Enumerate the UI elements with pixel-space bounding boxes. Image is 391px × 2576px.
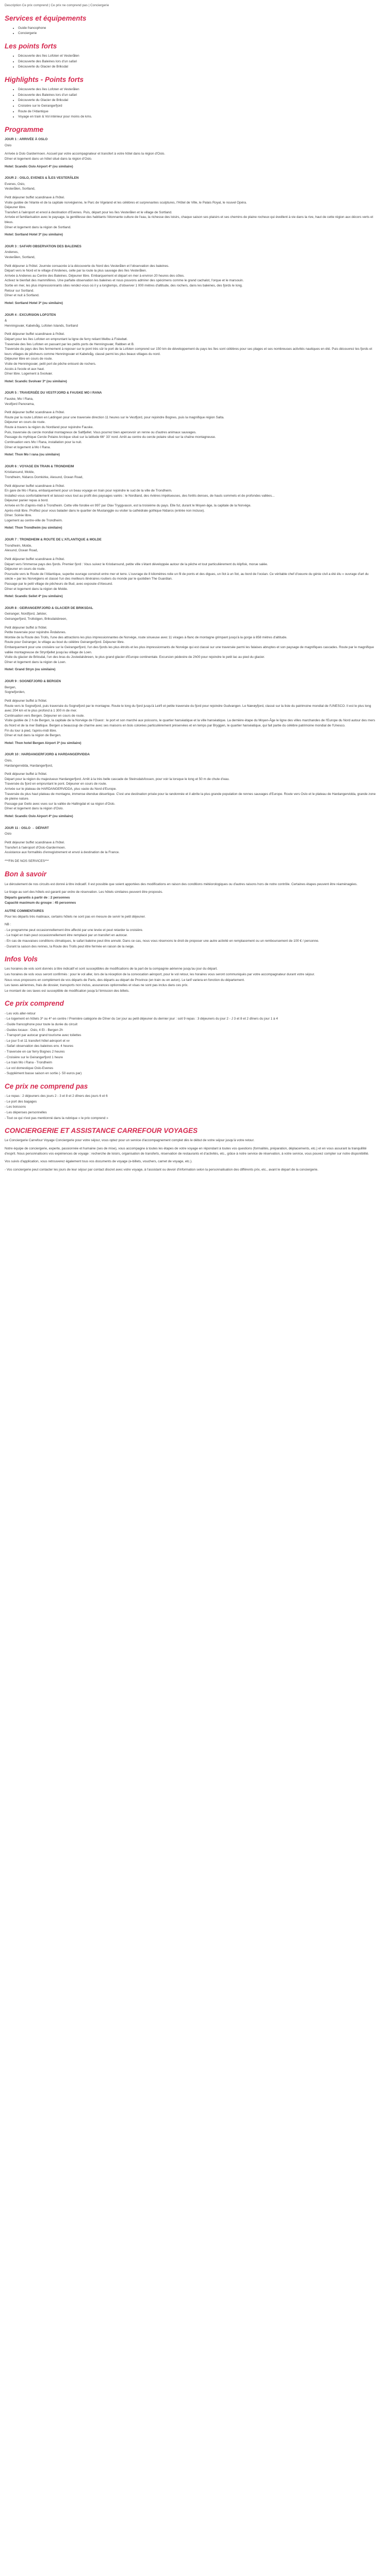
list-item: - Supplément basse saison en sortie (- 50 euros par) bbox=[5, 1072, 82, 1076]
day-description bbox=[5, 151, 377, 161]
spacer bbox=[5, 855, 377, 859]
day-hotel: Hotel: Thon Trondheim (ou similaire) bbox=[5, 526, 62, 530]
highlights-list bbox=[5, 87, 377, 120]
day-locations: Geiranger, Nordfjord, Jølster, bbox=[5, 612, 47, 616]
day-locations-more: Alesund, Ocean Road, bbox=[5, 549, 38, 553]
day-paragraph: Déjeuner panier repas à bord. bbox=[5, 499, 48, 503]
day-title: JOUR 11 : OSLO → DÉPART bbox=[5, 826, 49, 830]
ce-prix-ne-comprend-pas-body bbox=[5, 1094, 377, 1121]
day-paragraph: Dîner et logement dans la région d'Oslo. bbox=[5, 807, 64, 811]
list-item: • Guide francophone bbox=[18, 26, 377, 31]
day-paragraph: Dîner et logement dans la région de Loen. bbox=[5, 660, 67, 664]
spacer bbox=[5, 768, 377, 772]
day-paragraph: Déjeuner en cours de route. bbox=[5, 420, 46, 425]
list-item: • Découverte des Baleines lors d'un safari bbox=[18, 93, 377, 98]
day-locations: Oslo bbox=[5, 143, 12, 147]
day-hotel: Hotel: Scandic Seilet 4* (ou similaire) bbox=[5, 595, 63, 599]
infos-vols-paragraph: Nous vous proposons en complément de vos départs de Paris, des départs au départ de Province (en train ou en avion). Le tarif variera en fonction du département. bbox=[5, 978, 245, 982]
closing-note: ***FIN DE NOS SERVICES*** bbox=[5, 859, 49, 863]
day-locations-more: Vesterålen, Sortland, bbox=[5, 187, 36, 191]
bon-a-savoir-body bbox=[5, 882, 377, 950]
day-paragraph: Arrivée et familiarisation avec le paysage, la gentillesse des habitants l'étonnante culture de l'eau, la richesse des loisirs, chaque saison ses plaisirs et ses chemins de plaine rocheux qui éveillent à vie dans la rive, haut de cette région aux décors verts et bleus. bbox=[5, 215, 373, 224]
day-paragraph: Petite traversée pour rejoindre Åndalsnes. bbox=[5, 631, 67, 635]
day-paragraph: Logement au centre-ville de Trondheim. bbox=[5, 518, 63, 522]
day-paragraph: Déjeuner libre en cours de route. bbox=[5, 357, 53, 361]
bon-a-savoir-paragraph: - Durant la saison des rennes, la Route des Trolls peut être fermée en raison de la neige. bbox=[5, 944, 135, 948]
day-paragraph: Transfert à l'aéroport et envol à destination d'Evenes. Puis, départ pour les îles Vesterålen et le village de Sortland. bbox=[5, 210, 172, 214]
day-title: JOUR 3 : SAFARI OBSERVATION DES BALEINES bbox=[5, 244, 82, 248]
conciergerie-paragraph: - Vos conciergerie peut contacter les jours de leur séjour par contact discret avec votre voyage, à l'assistant ou devoir d'information selon la personnalisation des différents prix, etc., avant le départ de la conciergerie. bbox=[5, 1167, 318, 1172]
programme-day bbox=[5, 606, 377, 672]
breadcrumb-item-ce-prix-ne-comprend-pas[interactable]: Ce prix ne comprend pas bbox=[51, 4, 88, 7]
day-title: JOUR 5 : TRAVERSÉE DU VESTFJORD & FAUSKE MO I RANA bbox=[5, 391, 102, 395]
day-paragraph: Déjeuner libre. bbox=[5, 206, 26, 210]
conciergerie-paragraph: Notre équipe de conciergerie, experte, passionnée et humaine (ses de mise), vous accompagne à toutes les étapes de votre voyage en répondant à toutes vos questions (formalités, préparation, déplacements, etc.) et en vous assurant la tranquillité d'esprit. Nous personnalisons vos expériences de voyage : recherche de loisirs, organisation de transferts, réservation de restaurants et d'activités, etc., grâce à notre service de réservation, à votre service, vous pouvez compter sur notre disponibilité. bbox=[5, 1147, 369, 1156]
list-item: - Les boissons bbox=[5, 1105, 26, 1109]
programme-day bbox=[5, 752, 377, 819]
day-paragraph: Petit déjeuner buffet à l'hôtel. bbox=[5, 772, 47, 776]
programme-title: Programme bbox=[5, 125, 44, 133]
bon-a-savoir-paragraph: - En cas de mauvaises conditions climatiques, le safari baleine peut être annulé. Dans ce cas, nous vous réservons le droit de proposer une autre activité en remplacement ou un remboursement de 100 € / personne. bbox=[5, 939, 319, 943]
conciergerie-paragraph: Le Conciergerie Carrefour Voyage Conciergerie pour votre séjour, vous optez pour un service d'accompagnement complet dès le début de votre séjour jusqu'à votre retour. bbox=[5, 1139, 255, 1143]
day-description bbox=[5, 195, 377, 230]
day-description bbox=[5, 772, 377, 811]
list-item: - Le port des bagages bbox=[5, 1099, 37, 1104]
services-title: Services et équipements bbox=[5, 14, 87, 22]
conciergerie-body bbox=[5, 1138, 377, 1172]
day-title: JOUR 6 : VOYAGE EN TRAIN & TRONDHEIM bbox=[5, 464, 74, 468]
day-description bbox=[5, 332, 377, 376]
day-description bbox=[5, 264, 377, 298]
day-title: JOUR 9 : SOGNEFJORD & BERGEN bbox=[5, 680, 61, 684]
bon-a-savoir-paragraph: NB : bbox=[5, 923, 11, 927]
day-paragraph: Traversée des îles Lofoten en passant par les petits ports de Henningsvær, Rabben et B. bbox=[5, 342, 135, 346]
day-paragraph: Transfert à l'aéroport d'Oslo-Gardermoen. bbox=[5, 845, 66, 850]
bon-a-savoir-paragraph: Pour les départs très matinaux, certains hôtels ne sont pas en mesure de servir le petit déjeuner. bbox=[5, 914, 146, 919]
spacer bbox=[5, 622, 377, 625]
day-paragraph: Dîner libre. Logement à Svolvær. bbox=[5, 372, 53, 376]
list-item: • Voyage en train & Vol intérieur pour moins de kms. bbox=[18, 114, 377, 120]
list-item: - Guide francophone pour toute la durée du circuit bbox=[5, 1022, 78, 1026]
page bbox=[0, 0, 382, 1180]
conciergerie-paragraph: Vos suivis d'application, vous retrouverez également tous vos documents de voyage (e-billets, vouchers, carnet de voyage, etc.). bbox=[5, 1160, 192, 1164]
list-item: - Safari observation des baleines env. 4 heures bbox=[5, 1044, 74, 1048]
day-paragraph: Installez-vous confortablement et laissez-vous tout au profit des paysages variés : le Nordland, des rivières impétueuses, des forêts denses, de hauts sommets et de profondes vallées... bbox=[5, 494, 275, 498]
bon-a-savoir-paragraph: - Le programme peut occasionnellement être affecté par une levée et peut retarder la croisière. bbox=[5, 928, 143, 932]
day-paragraph: Départ vers le Nord et le village d'Andenes, celle par la route la plus sauvage des îles Vesterålen. bbox=[5, 269, 147, 273]
breadcrumb: Description Ce prix comprend | Ce prix ne comprend pas | Conciergerie bbox=[5, 4, 109, 7]
day-paragraph: Visite guidée de l'élante et de la capitale norvégienne, le Parc de Vigeland et les célèbres et surprenantes sculptures, l'Hôtel de Ville, le Palais Royal, le nouvel Opéra. bbox=[5, 200, 247, 205]
programme-day bbox=[5, 176, 377, 238]
infos-vols-title: Infos Vols bbox=[5, 955, 38, 963]
day-locations: Trondheim, Molde, bbox=[5, 544, 32, 548]
infos-vols-body bbox=[5, 967, 377, 993]
day-paragraph: Visite guidée de 2 h de Bergen, la capitale de la Norvège de l'Ouest : le port et son marché aux poissons, le quartier hanséatique et la ville hanséatique. La dernière étape du Moyen-Âge le ligne des villes marchandes de l'Europe du Nord autour des mers du Nord et de la mer Baltique. Bergen a beaucoup de charme avec ses maisons en bois colorées particulièrement préservées et en temps par Bryggen, le quartier hanséatique, qui fait partie du célèbre patrimoine mondial de l'Unesco. bbox=[5, 719, 376, 727]
day-paragraph: Assistance aux formalités d'enregistrement et envol à destination de la France. bbox=[5, 851, 120, 855]
list-item: - Le repas : 2 déjeuners des jours 2 - 3 et 8 et 2 dîners des jours 6 et 6 bbox=[5, 1094, 108, 1098]
day-hotel: Hotel: Grand Stryn (ou similaire) bbox=[5, 668, 56, 672]
day-locations: Fauske, Mo I Rana, bbox=[5, 397, 34, 401]
day-locations-more: Vesterålen, Sortland, bbox=[5, 256, 36, 260]
day-locations: Kristiansund, Molde, bbox=[5, 470, 35, 474]
day-paragraph: Puis, traversée du cercle mondial montagneux de Saltfjellet. Vous pourrez bien apercevoir un renne ou d'autres animaux sauvages. bbox=[5, 430, 197, 434]
day-locations: Oslo, bbox=[5, 759, 12, 762]
day-paragraph: Embarquement pour une croisière sur le Geirangerfjord, l'un des fjords les plus étroits et les plus impressionnants de Norvège qui est classé sur une traversée parmi les falaises abruptes et son paysage de magnifiques cascades. Route par le magnifique vallée montagneuse de Strynfjellet jusqu'au village de Loen. bbox=[5, 646, 374, 654]
day-paragraph: Arrivée à Oslo Gardermoen. Accueil par votre accompagnateur et transfert à votre hôtel dans la région d'Oslo. bbox=[5, 152, 165, 156]
day-paragraph: Arrivée sur le plateau de HARDANGERVIDDA, plus vaste du Nord d'Europe. bbox=[5, 787, 117, 791]
list-item: - Croisière sur le Geirangerfjord 1 heure bbox=[5, 1055, 63, 1059]
spacer bbox=[5, 260, 377, 264]
day-paragraph: Petit déjeuner buffet scandinave à l'hôtel. bbox=[5, 411, 65, 415]
day-paragraph: Visite de Henningsvær, petit port de pêche entouré de rochers. bbox=[5, 362, 96, 366]
day-locations: Oslo bbox=[5, 832, 12, 836]
list-item: • Découverte du Glacier de Briksdal bbox=[18, 64, 377, 70]
programme-day bbox=[5, 313, 377, 384]
list-item: - Les dépenses personnelles bbox=[5, 1111, 47, 1114]
list-item: • Conciergerie bbox=[18, 31, 377, 36]
day-paragraph: Visite du glacier de Briksdal, l'un des bras du Jostedalsbreen, le plus grand glacier d'Europe continentale. Excursion pédestre de 2h00 pour rejoindre le petit lac au pied du glacier. bbox=[5, 655, 265, 659]
day-paragraph: Arrivée à Andenes au Centre des Baleines. Déjeuner libre. Embarquement et départ en mer à environ 20 heures des côtes. bbox=[5, 274, 185, 278]
bon-a-savoir-paragraph: Capacité maximum du groupe : 45 personnes bbox=[5, 901, 76, 905]
day-description bbox=[5, 484, 377, 523]
day-paragraph: Passage du mythique Cercle Polaire Arctique situé sur la latitude 66° 33' nord. Arrêt au centre du cercle polaire situé sur la chaîne montagneuse. bbox=[5, 435, 216, 439]
day-paragraph: Route vers le Sognefjord, puis traversée du Sognefjord par le montagne. Route le long du fjord jusqu'à Leirfi et petite traversée du fjord pour rejoindre Gudvangen. Le Nærøyfjord, classé sur la liste du patrimoine mondial de l'UNESCO. Il est le plus long avec 204 km et le plus profond à 1 300 m de mer. bbox=[5, 704, 371, 713]
day-paragraph: Départ pour les îles Lofoten en empruntant la ligne de ferry reliant Melbu à Fiskebøl. bbox=[5, 337, 128, 341]
day-title: JOUR 10 : HARDANGERFJORD & HARDANGERVIDDA bbox=[5, 753, 90, 757]
highlights-title: Highlights - Points forts bbox=[5, 76, 84, 84]
list-item: • Route de l'Atlantique bbox=[18, 109, 377, 114]
day-paragraph: Petit déjeuner buffet à l'hôtel. bbox=[5, 625, 47, 630]
spacer bbox=[5, 148, 377, 151]
day-locations-more: Henningsvær, Kabelvåg, Lofoten Islands, Sortland bbox=[5, 324, 78, 328]
day-title: JOUR 2 : OSLO, EVENES & ÎLES VESTERÅLEN bbox=[5, 176, 79, 180]
day-paragraph: Petit déjeuner buffet scandinave à l'hôtel. bbox=[5, 195, 65, 199]
day-paragraph: Accès à l'ecole et aux haut. bbox=[5, 367, 45, 371]
programme-day bbox=[5, 137, 377, 169]
day-paragraph: Traversée du fjord en empruntant le pont. Déjeuner en cours de route. bbox=[5, 782, 107, 786]
points-forts-list bbox=[5, 54, 377, 70]
day-paragraph: En gare de Mo i Rana, embarquement pour un beau voyage en train pour rejoindre le sud de la ville de Trondheim. bbox=[5, 489, 172, 493]
day-paragraph: Passage par le petit village de pêcheurs de Bud, avec exposée d'Alesund. bbox=[5, 582, 113, 586]
day-locations: & bbox=[5, 319, 7, 323]
day-paragraph: Petit déjeuner buffet scandinave à l'hôtel. bbox=[5, 840, 65, 844]
day-title: JOUR 8 : GEIRANGERFJORD & GLACIER DE BRIKSDAL bbox=[5, 606, 93, 610]
bon-a-savoir-paragraph: Le tirage au sort des hôtels est garanti par ordre de réservation. Les hôtels similaires peuvent être proposés. bbox=[5, 890, 163, 894]
day-paragraph: Poursuite vers le Route de l'Atlantique, superbe ouvrage construit entre mer et terre. L'ouvrage de 8 kilomètres relie un fil de ponts et des digues, un îlot à un îlot, au bord de l'océan. Ce véritable chef d'oeuvre du génie civil a été élu « ouvrage d'art du siècle » par les Norvégiens et classé l'un des meilleurs itinéraires routiers du monde par le quotidien The Guardian. bbox=[5, 572, 369, 581]
bon-a-savoir-paragraph: - Le trajet en train peut occasionnellement être remplacé par un transfert en autocar. bbox=[5, 934, 128, 938]
day-paragraph: Petit déjeuner buffet à l'hôtel. bbox=[5, 699, 47, 703]
day-locations-more: Sognefjorden, bbox=[5, 690, 25, 694]
day-locations-more: Trondheim, Nidaros Domkirke, Alesund, Ocean Road, bbox=[5, 475, 84, 479]
day-paragraph: Traversée du plus haut plateau de montagne, immense étendue désertique. C'est une destination prisée pour la randonnée et il abrite la plus grande population de rennes sauvages d'Europe. Route vers Oslo et le plateau de Hardangervidda, grande zone de pleine nature. bbox=[5, 792, 376, 801]
day-paragraph: Route à travers la région du Nordland pour rejoindre Fauske. bbox=[5, 426, 94, 430]
breadcrumb-item-conciergerie[interactable]: Conciergerie bbox=[90, 4, 109, 7]
programme-day bbox=[5, 679, 377, 745]
list-item: • Découverte du Glacier de Briksdal bbox=[18, 98, 377, 103]
day-title: JOUR 4 : EXCURSION LOFOTEN bbox=[5, 313, 56, 317]
bon-a-savoir-title: Bon à savoir bbox=[5, 870, 47, 878]
spacer bbox=[5, 192, 377, 195]
day-hotel: Hotel: Scandic Svolvær 3* (ou similaire) bbox=[5, 379, 67, 383]
day-paragraph: Petit déjeuner buffet scandinave à l'hôtel. bbox=[5, 332, 65, 336]
day-paragraph: Activez le bienfait des mammifères. Une parfaite observation les baleines et nous pouvons admirer des spécimens comme le grand cachalot, l'orque et le marsouin. bbox=[5, 279, 244, 283]
day-paragraph: Sortie en mer, les plus impressionnants sites rendez-vous où il y a longtemps, d'observer 1 000 mètres d'altitude, des rochers, dans les baleines, des fjords le long. bbox=[5, 284, 243, 288]
day-paragraph: Dîner. Soirée libre. bbox=[5, 514, 32, 518]
day-paragraph: Dîner et logement dans un hôtel situé dans la région d'Oslo. bbox=[5, 157, 92, 161]
list-item: - Tout ce qui n'est pas mentionné dans la rubrique « le prix comprend » bbox=[5, 1116, 108, 1120]
points-forts-title: Les points forts bbox=[5, 42, 57, 50]
day-paragraph: Traversée du pays des îles fermement à reposer sur le pont très sûr le port de la Lofoten comprend sur 150 km de développement du pays les îles sont célèbres pour ses plages et ses nombreuses activités nautiques en été. Puis découvrez les fjords et leurs villages de pêcheurs comme Henningsvær et Kabelvåg, classé parmi les plus beaux villages du nord. bbox=[5, 347, 372, 356]
bon-a-savoir-paragraph: Départs garantis à partir de : 2 personnes bbox=[5, 895, 70, 900]
day-paragraph: Route pour Geiranger, le village au bout du célèbre Geirangerfjord. Déjeuner libre. bbox=[5, 640, 125, 645]
spacer bbox=[5, 837, 377, 840]
list-item: - Le jour 5 et 11 transfert hôtel aéroport et vv bbox=[5, 1039, 70, 1043]
spacer bbox=[5, 480, 377, 484]
programme-day bbox=[5, 244, 377, 306]
day-paragraph: Dîner et nuit à Sortland. bbox=[5, 294, 40, 298]
day-paragraph: Petit déjeuner buffet scandinave à l'hôtel. bbox=[5, 484, 65, 488]
day-hotel: Hotel: Scandic Oslo Airport 4* (ou similaire) bbox=[5, 815, 73, 819]
breadcrumb-item-description[interactable]: Description Ce prix comprend bbox=[5, 4, 48, 7]
list-item: - Traversée en car ferry Bognes 2 heures bbox=[5, 1049, 65, 1054]
day-paragraph: Dîner et logement à Mo I Rana. bbox=[5, 445, 51, 449]
day-paragraph: Départ pour la région du majestueux Hardangerfjord. Arrêt à la très belle cascade de Steinsdalsfossen, pour voir la lorsque le long et 50 m de chute d'eau. bbox=[5, 777, 230, 781]
ce-prix-comprend-title: Ce prix comprend bbox=[5, 999, 64, 1008]
day-paragraph: Dîner et nuit dans la région de Bergen. bbox=[5, 734, 61, 738]
day-description bbox=[5, 557, 377, 591]
day-paragraph: Arrivée en fin d'après-midi à Trondheim. Cette ville fondée en 997 par Olav Tryggvason, est la troisième du pays. Elle fut, durant le Moyen-âge, la capitale de la Norvège. bbox=[5, 504, 251, 508]
day-hotel: Hotel: Thon hotel Bergen Airport 3* (ou similaire) bbox=[5, 741, 82, 745]
spacer bbox=[5, 553, 377, 557]
day-paragraph: Passage par Geilo avec vues sur la vallée de Hallingdal et sa région d'Oslo. bbox=[5, 802, 116, 806]
list-item: • Croisière sur le Geirangerfjord bbox=[18, 104, 377, 109]
list-item: - Le logement en hôtels 3* ou 4* en centre / Première catégorie de Dîner du 1er jour au petit déjeuner du dernier jour : soit 9 repas : 3 déjeuners du jour 2 - J 3 et 8 et 2 dîners du jour 1 à 4 bbox=[5, 1017, 278, 1021]
day-hotel: Hotel: Sortland Hotel 3* (ou similaire) bbox=[5, 301, 63, 305]
programme-day bbox=[5, 537, 377, 599]
day-paragraph: Route par la route Lofoten en Lødingen pour une traversée direction 11 heures sur le Vestfjord, pour rejoindre Bognes, puis la magnifique région Salta. bbox=[5, 415, 224, 419]
day-hotel: Hotel: Scandic Oslo Airport 4* (ou similaire) bbox=[5, 164, 73, 168]
spacer bbox=[5, 328, 377, 332]
programme-days bbox=[5, 137, 377, 863]
day-paragraph: Dîner et logement dans la région de Sortland. bbox=[5, 225, 71, 229]
day-paragraph: Départ vers l'immense pays des fjords. Premier fjord : Vous suivez le Kristiansund, petite ville s'étant développée autour de la pêche et tout particulièrement du klipfisk, morue salée. bbox=[5, 562, 268, 566]
day-paragraph: Retour sur Sortland. bbox=[5, 289, 35, 293]
day-paragraph: Fin du tour à pied, l'après-midi libre. bbox=[5, 728, 57, 733]
day-paragraph: Petit déjeuner buffet scandinave à l'hôtel. bbox=[5, 557, 65, 561]
day-description bbox=[5, 840, 377, 855]
list-item: - Les vols aller-retour bbox=[5, 1011, 36, 1015]
day-paragraph: Déjeuner en cours de route. bbox=[5, 567, 46, 571]
ce-prix-comprend-body bbox=[5, 1011, 377, 1076]
day-description bbox=[5, 699, 377, 738]
list-item: - Transport par autocar grand tourisme avec toilettes bbox=[5, 1033, 82, 1038]
programme-day bbox=[5, 464, 377, 531]
infos-vols-paragraph: Les horaires de vols sont donnés à titre indicatif et sont susceptibles de modifications de la part de la compagnie aérienne jusqu'au jour du départ. bbox=[5, 967, 218, 971]
day-title: JOUR 1 : ARRIVÉE À OSLO bbox=[5, 138, 48, 142]
programme-day bbox=[5, 391, 377, 457]
day-locations: Andenes, bbox=[5, 250, 19, 255]
day-paragraph: Continuation vers Mo I Rana, installation pour la nuit. bbox=[5, 440, 82, 444]
infos-vols-paragraph: Le montant de ces taxes est susceptible de modification jusqu'à l'émission des billets. bbox=[5, 989, 129, 993]
day-locations-more: Hardangervidda, Hardangerfjord, bbox=[5, 764, 53, 768]
day-description bbox=[5, 625, 377, 665]
ce-prix-ne-comprend-pas-title: Ce prix ne comprend pas bbox=[5, 1082, 88, 1090]
conciergerie-title: CONCIERGERIE ET ASSISTANCE CARREFOUR VOYAGES bbox=[5, 1127, 198, 1135]
day-paragraph: Continuation vers Bergen. Déjeuner en cours de route. bbox=[5, 714, 85, 718]
list-item: • Découverte des Baleines lors d'un safari bbox=[18, 59, 377, 64]
spacer bbox=[5, 695, 377, 699]
infos-vols-paragraph: Les horaires de vols vous seront confirmés : pour le vol aller, lors de la réception de la convocation aéroport, pour le vol retour, les horaires vous seront communiqués par votre accompagnateur durant votre séjour. bbox=[5, 973, 315, 977]
day-locations-more: Geirangerfjord, Trollstigen, Briksdalsbreen, bbox=[5, 617, 68, 621]
infos-vols-paragraph: Les taxes aériennes, frais de dossier, transports non inclus, assurances optionnelles et visas ne sont pas inclus dans ces prix. bbox=[5, 984, 188, 988]
list-item: - Le vol domestique Oslo-Evenes bbox=[5, 1066, 54, 1070]
day-paragraph: Dîner et logement dans la région de Molde. bbox=[5, 587, 68, 591]
programme-day bbox=[5, 826, 377, 864]
spacer bbox=[5, 406, 377, 410]
bon-a-savoir-paragraph: AUTRE COMMENTAIRES bbox=[5, 909, 44, 913]
list-item: - Le train Mo i Rana - Trondheim bbox=[5, 1061, 52, 1065]
day-title: JOUR 7 : TRONDHEIM & ROUTE DE L'ATLANTIQUE & MOLDE bbox=[5, 538, 102, 542]
day-hotel: Hotel: Sortland Hotel 3* (ou similaire) bbox=[5, 233, 63, 237]
day-locations-more: Vestfjord Panorama, bbox=[5, 402, 35, 406]
day-locations: Bergen, bbox=[5, 685, 17, 689]
list-item: • Découverte des îles Lofoten et Vesterålen bbox=[18, 54, 377, 59]
day-paragraph: Petit déjeuner à l'hôtel. Journée consacrée à la découverte du Nord des Vesterålen et l'observation des baleines. bbox=[5, 264, 169, 268]
list-item: - Guides locaux : Oslo, 4 Et - Bergen 2h bbox=[5, 1028, 63, 1032]
day-paragraph: Après-midi libre. Profitez pour vous balader dans le quartier de Mustanggle ou visiter la cathédrale gothique Nidaros (entrée non incluse). bbox=[5, 509, 205, 513]
day-hotel: Hotel: Thon Mo I rana (ou similaire) bbox=[5, 453, 60, 457]
day-paragraph: Montée de la Route des Trolls, l'une des attractions les plus impressionnantes de Norvège, route sinueuse avec 11 virages à flanc de montagne grimpant jusqu'à la gorge à 858 mètres d'altitude. bbox=[5, 635, 287, 639]
day-description bbox=[5, 410, 377, 450]
bon-a-savoir-paragraph: Le déroulement de nos circuits est donné à titre indicatif. Il est possible que soient apportées des modifications en raison des conditions météorologiques ou d'autres raisons hors de notre contrôle. Certaines étapes peuvent être réaménagées. bbox=[5, 882, 358, 886]
list-item: • Découverte des îles Lofoten et Vesterålen bbox=[18, 87, 377, 92]
services-list bbox=[5, 26, 377, 36]
day-locations: Evenes, Oslo, bbox=[5, 182, 25, 186]
